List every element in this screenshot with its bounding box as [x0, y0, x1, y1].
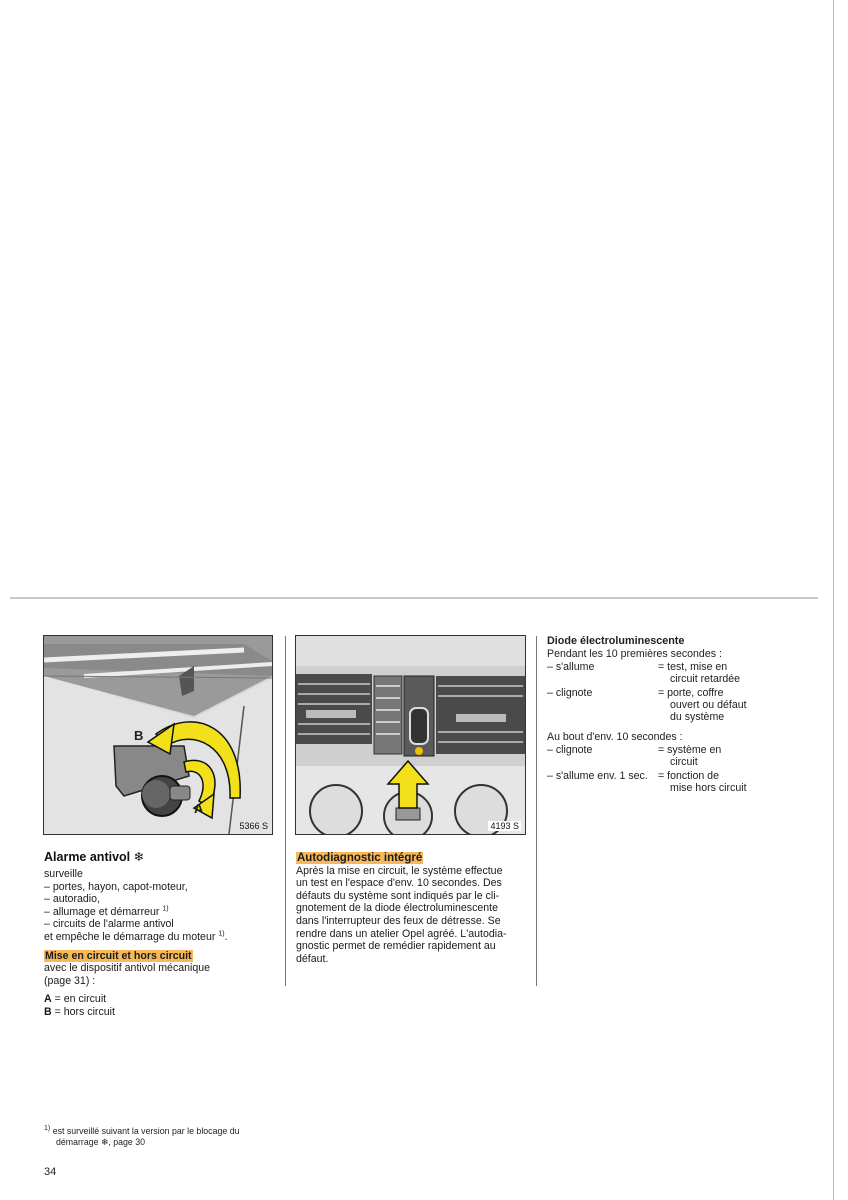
definition-text: = système en	[658, 744, 722, 756]
definition-text: = test, mise en	[658, 661, 728, 673]
section-text-line: avec le dispositif antivol mécanique	[44, 962, 211, 975]
subsection-heading	[44, 950, 279, 963]
intro-line: Au bout d'env. 10 secondes :	[547, 731, 683, 743]
list-item: – allumage et démarreur $^{1)}$	[44, 905, 169, 918]
definition-term: – clignote	[547, 687, 593, 699]
led-section	[547, 635, 777, 805]
footnote-mark: 1)	[44, 1125, 51, 1133]
definition-text: circuit retardée	[670, 673, 741, 685]
definition-text: mise hors circuit	[670, 782, 747, 794]
dashboard-illustration	[296, 636, 525, 834]
column-divider-left	[285, 636, 286, 986]
legend-a: A = en circuit	[44, 993, 107, 1006]
body-line: gnotement de la diode électroluminescente	[296, 902, 499, 915]
column-divider-right	[536, 636, 537, 986]
body-line: gnostic permet de remédier rapidement au	[296, 940, 496, 953]
footnote-ref: 1)	[218, 930, 225, 938]
closing-line: et empêche le démarrage du moteur $^{1)}$.	[44, 930, 228, 943]
body-line: dans l'interrupteur des feux de détresse. Se	[296, 914, 501, 927]
section-title-antitheft-alarm	[44, 849, 144, 864]
definition-term: – s'allume env. 1 sec.	[547, 770, 648, 782]
list-item: – circuits de l'alarme antivol	[44, 918, 174, 931]
page-number: 34	[44, 1166, 57, 1178]
figure-label-a: A	[194, 801, 204, 816]
figure-code: 4193 S	[490, 821, 519, 831]
figure-label-b: B	[134, 728, 144, 743]
footnote-ref: 1)	[162, 905, 169, 913]
definition-text: ouvert ou défaut	[670, 699, 747, 711]
footnote: $^{1)}$ est surveillé suivant la version par le blocage du démarrage ❄, page 30	[44, 1125, 240, 1147]
figure-code: 5366 S	[239, 821, 268, 831]
definition-text: du système	[670, 711, 725, 723]
section-heading: Diode électroluminescente	[547, 635, 685, 647]
definition-text: circuit	[670, 756, 698, 768]
highlighted-heading: Autodiagnostic intégré	[297, 852, 423, 864]
right-edge-line	[833, 0, 834, 1200]
body-line: un test en l'espace d'env. 10 secondes. Des	[296, 877, 502, 890]
body-line: rendre dans un atelier Opel agréé. L'autodia-	[296, 927, 507, 940]
title-text: Alarme antivol	[44, 850, 131, 864]
lock-illustration	[44, 636, 272, 834]
definition-term: – s'allume	[547, 661, 595, 673]
section-text-line: (page 31) :	[44, 974, 96, 987]
figure-dashboard	[295, 635, 526, 835]
definition-text: = porte, coffre	[658, 687, 724, 699]
intro-text: surveille	[44, 868, 83, 880]
list-item: – autoradio,	[44, 893, 100, 906]
body-line: défaut.	[296, 952, 329, 965]
highlighted-heading: Mise en circuit et hors circuit	[45, 949, 192, 962]
body-line: Après la mise en circuit, le système effectue	[296, 864, 503, 877]
page-fold-line	[10, 597, 818, 599]
antitheft-description	[44, 868, 279, 1019]
body-line: défauts du système sont indiqués par le cli-	[296, 889, 500, 902]
figure-ignition-lock	[43, 635, 273, 835]
self-diagnosis-section	[296, 852, 531, 965]
legend-b: B = hors circuit	[44, 1005, 115, 1018]
definition-text: = fonction de	[658, 770, 719, 782]
definition-term: – clignote	[547, 744, 593, 756]
list-item: – portes, hayon, capot-moteur,	[44, 880, 188, 893]
intro-line: Pendant les 10 premières secondes :	[547, 648, 722, 660]
snowflake-icon: ❄	[133, 850, 145, 864]
